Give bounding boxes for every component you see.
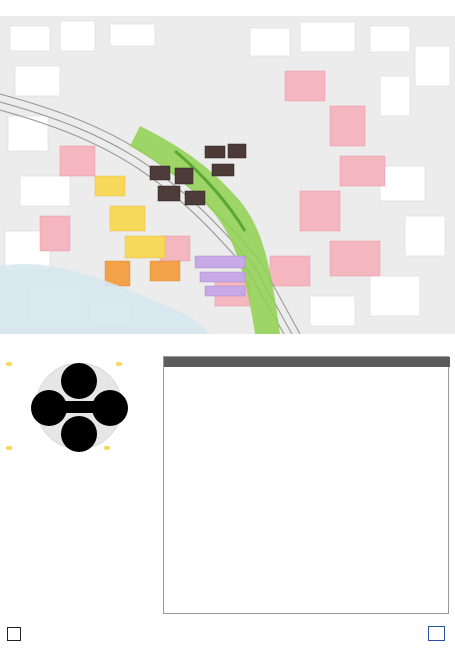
vision-circles	[4, 356, 154, 458]
mobility-circle	[61, 363, 97, 399]
center-pill	[55, 401, 103, 413]
aerial-illustration	[0, 16, 455, 334]
synergy-vision-diagram	[4, 356, 154, 458]
housing-circle	[61, 416, 97, 452]
public-space-label	[6, 362, 12, 366]
flagship-projects-label	[116, 362, 122, 366]
life-quality-label	[6, 446, 12, 450]
flagship-projects-table	[163, 356, 449, 614]
footer-logo-box	[428, 626, 445, 641]
economic-prosperity-label	[104, 446, 110, 450]
page-number	[7, 627, 21, 641]
aerial-axonometric-view	[0, 16, 455, 334]
table-header	[164, 357, 450, 367]
